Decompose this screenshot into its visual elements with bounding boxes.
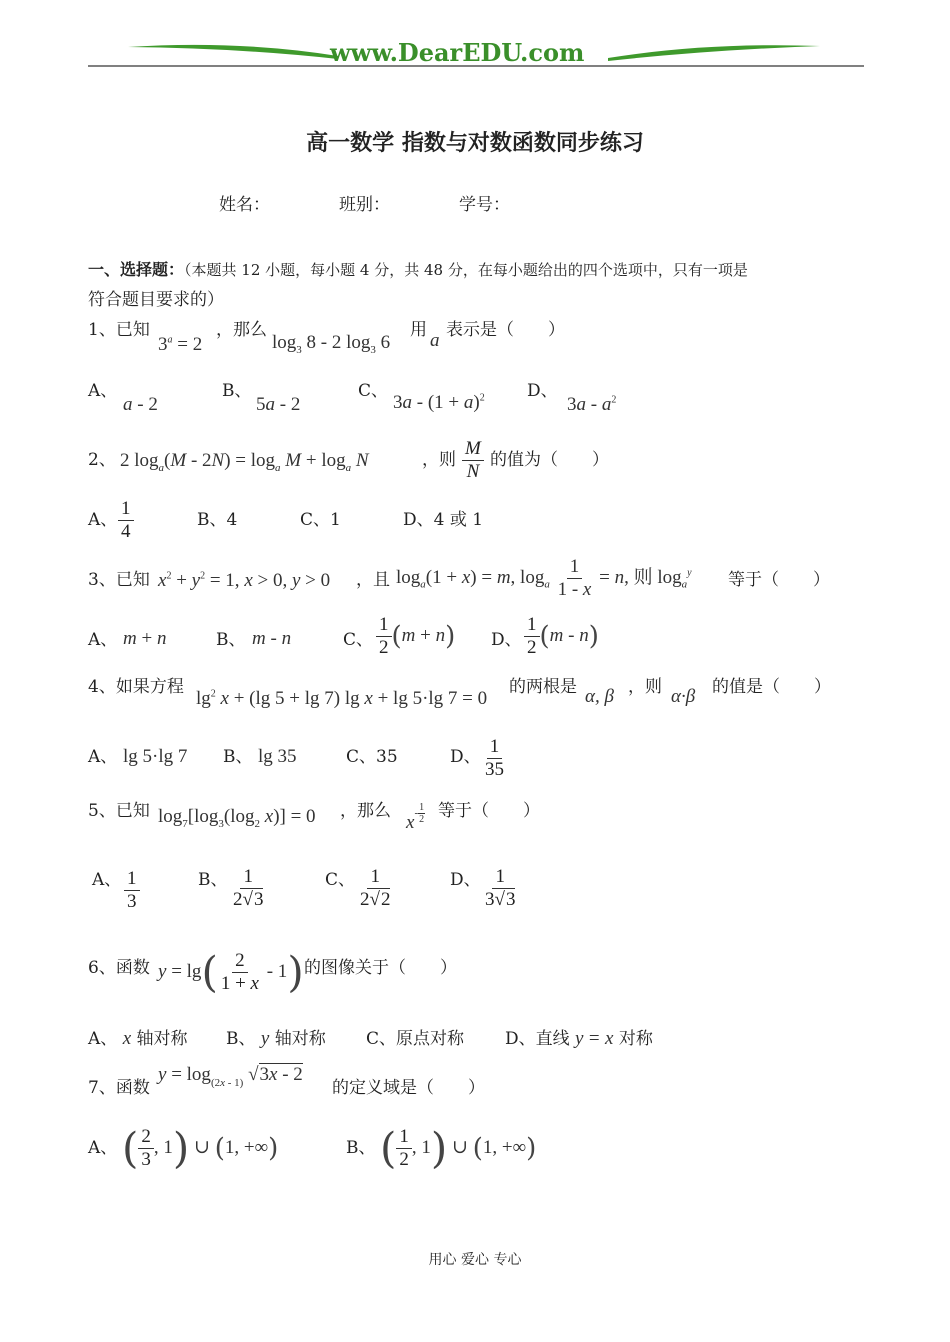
left-leaf-swoosh xyxy=(128,45,338,59)
question-5: 5、已知 xyxy=(88,801,150,821)
question-6: 6、函数 xyxy=(88,958,150,978)
q6-option-d: D、直线 y = x 对称 xyxy=(505,1028,653,1049)
q1-var-a: a xyxy=(430,330,440,351)
q4-option-b: lg 35 xyxy=(258,746,297,767)
q2-option-c: C、1 xyxy=(300,510,341,530)
q3-stem-c: 等于（ ） xyxy=(728,570,830,590)
q7-function: $y = \log_{(2x - 1)} √3x - 2$ xyxy=(158,1064,303,1089)
q4-option-d: $\frac{1}{35}$ xyxy=(485,736,504,780)
q4-option-b-label: B、 xyxy=(223,747,253,767)
q6-option-c: C、原点对称 xyxy=(366,1029,465,1049)
q5-option-c-label: C、 xyxy=(325,870,356,890)
q5-option-a: $\frac{1}{3}$ xyxy=(124,868,140,913)
q3-option-a: m + n xyxy=(123,628,167,649)
question-7: 7、函数 xyxy=(88,1078,150,1098)
q1-stem-d: 表示是（ ） xyxy=(446,320,565,340)
q5-option-c: $\frac{1}{2√2}$ xyxy=(360,866,391,910)
q1-option-b-label: B、 xyxy=(222,381,252,401)
q4-product: α·β xyxy=(671,686,696,707)
q1-option-c: $3a - (1 + a)^2$ xyxy=(393,392,485,413)
page-footer: 用心 爱心 专心 xyxy=(428,1252,522,1268)
q5-expression: x- $\frac{1}{2}$ xyxy=(406,802,425,833)
q3-option-b: m - n xyxy=(252,628,292,649)
q6-option-a: A、 x 轴对称 xyxy=(88,1028,188,1049)
q3-option-d-label: D、 xyxy=(491,630,522,650)
q3-stem-b: ，且 xyxy=(356,570,390,590)
q2-option-d: D、4 或 1 xyxy=(403,510,484,530)
q7-option-b-label: B、 xyxy=(346,1138,376,1158)
q4-stem-c: ，则 xyxy=(628,677,662,697)
student-id-field-label: 学号： xyxy=(459,195,510,215)
q2-fraction-m-over-n: $\frac{M}{N}$ xyxy=(462,438,484,483)
q7-stem-b: 的定义域是（ ） xyxy=(332,1078,485,1098)
right-leaf-swoosh xyxy=(608,45,820,61)
q1-option-b: 5a - 2 xyxy=(256,394,301,415)
q1-option-a-label: A、 xyxy=(88,381,118,401)
q2-option-b: B、4 xyxy=(197,510,238,530)
q5-option-d: $\frac{1}{3√3}$ xyxy=(485,866,516,910)
q2-stem-a: ，则 xyxy=(422,450,456,470)
q1-formula-expr: $\log_3 8 - 2$ $\log_3 6$ xyxy=(272,332,391,356)
q5-stem-b: ，那么 xyxy=(340,801,391,821)
section-desc-line2: 符合题目要求的） xyxy=(88,290,224,310)
q1-option-c-label: C、 xyxy=(358,381,389,401)
section-desc: （本题共 12 小题，每小题 4 分，共 48 分，在每小题给出的四个选项中，只有一项是 xyxy=(184,261,748,279)
q1-option-d-label: D、 xyxy=(527,381,558,401)
section-label: 一、选择题： xyxy=(88,260,185,279)
name-field-label: 姓名： xyxy=(219,195,270,215)
q2-stem-b: 的值为（ ） xyxy=(490,450,609,470)
q4-equation: $\lg^2 x + (\lg$ 5 + lg 7) lg x + lg 5·lg 7 = 0 xyxy=(196,688,488,709)
question-3: 3、已知 xyxy=(88,570,150,590)
q5-option-b-label: B、 xyxy=(198,870,228,890)
q2-option-a-label: A、 xyxy=(88,510,118,530)
q3-formula: $\log_a(1 + x) = m$, $\log_a$ $\frac{1}{1 - x}$ = n, 则 $\log_a^y$ xyxy=(396,556,692,600)
q3-option-b-label: B、 xyxy=(216,630,246,650)
q6-stem-b: 的图像关于（ ） xyxy=(304,958,457,978)
q2-number: 2、 xyxy=(88,450,116,470)
q4-roots: α, β xyxy=(585,686,614,707)
question-1 xyxy=(88,320,150,340)
q7-option-a: ( $\frac{2}{3}$ , 1) ∪ (1, +∞) xyxy=(122,1123,279,1173)
question-stem: 已知 xyxy=(115,320,150,340)
q1-formula-given: $3^a = 2$ xyxy=(158,334,203,355)
q4-stem-b: 的两根是 xyxy=(509,677,577,697)
q5-option-a-label: A、 xyxy=(92,870,122,890)
question-number: 1、 xyxy=(88,320,116,340)
q3-option-c: $\frac{1}{2}$ (m + n) xyxy=(376,614,455,659)
site-logo: www.DearEDU.com xyxy=(330,38,585,67)
question-4: 4、如果方程 xyxy=(88,677,184,697)
q6-function: y = lg( $\frac{2}{1 + x}$ - 1) xyxy=(158,947,304,997)
q4-option-d-label: D、 xyxy=(450,747,481,767)
q1-stem-b: ，那么 xyxy=(216,320,267,340)
q2-formula: 2 $\log_a(M - 2N) = \log_a M + \log_a N$ xyxy=(120,450,369,474)
q5-option-d-label: D、 xyxy=(450,870,481,890)
q5-option-b: $\frac{1}{2√3}$ xyxy=(233,866,264,910)
q5-stem-c: 等于（ ） xyxy=(438,801,540,821)
section-header xyxy=(88,260,748,280)
q1-option-a: a - 2 xyxy=(123,394,158,415)
q7-option-b: ( $\frac{1}{2}$ , 1) ∪ (1, +∞) xyxy=(380,1123,537,1173)
class-field-label: 班别： xyxy=(339,195,390,215)
q7-option-a-label: A、 xyxy=(88,1138,118,1158)
q3-option-a-label: A、 xyxy=(88,630,118,650)
q1-stem-c: 用 xyxy=(410,320,427,340)
q3-option-c-label: C、 xyxy=(343,630,374,650)
q4-option-a-label: A、 xyxy=(88,747,118,767)
q5-condition: $\log_7[\log_3(\log_2$ x)] = 0 xyxy=(158,806,316,830)
q2-option-a: $\frac{1}{4}$ xyxy=(118,498,134,543)
q4-option-a: lg 5·lg 7 xyxy=(123,746,188,767)
q4-option-c: C、35 xyxy=(346,747,398,767)
q6-option-b: B、 y 轴对称 xyxy=(226,1028,326,1049)
q3-option-d: $\frac{1}{2}$ (m - n) xyxy=(524,614,599,659)
q4-stem-d: 的值是（ ） xyxy=(712,677,831,697)
q3-condition: $x^2 + y^2 = 1$, x > 0, y > 0 xyxy=(158,570,331,591)
page-title: 高一数学 指数与对数函数同步练习 xyxy=(306,131,644,156)
q1-option-d: $3a - a^2$ xyxy=(567,394,617,415)
